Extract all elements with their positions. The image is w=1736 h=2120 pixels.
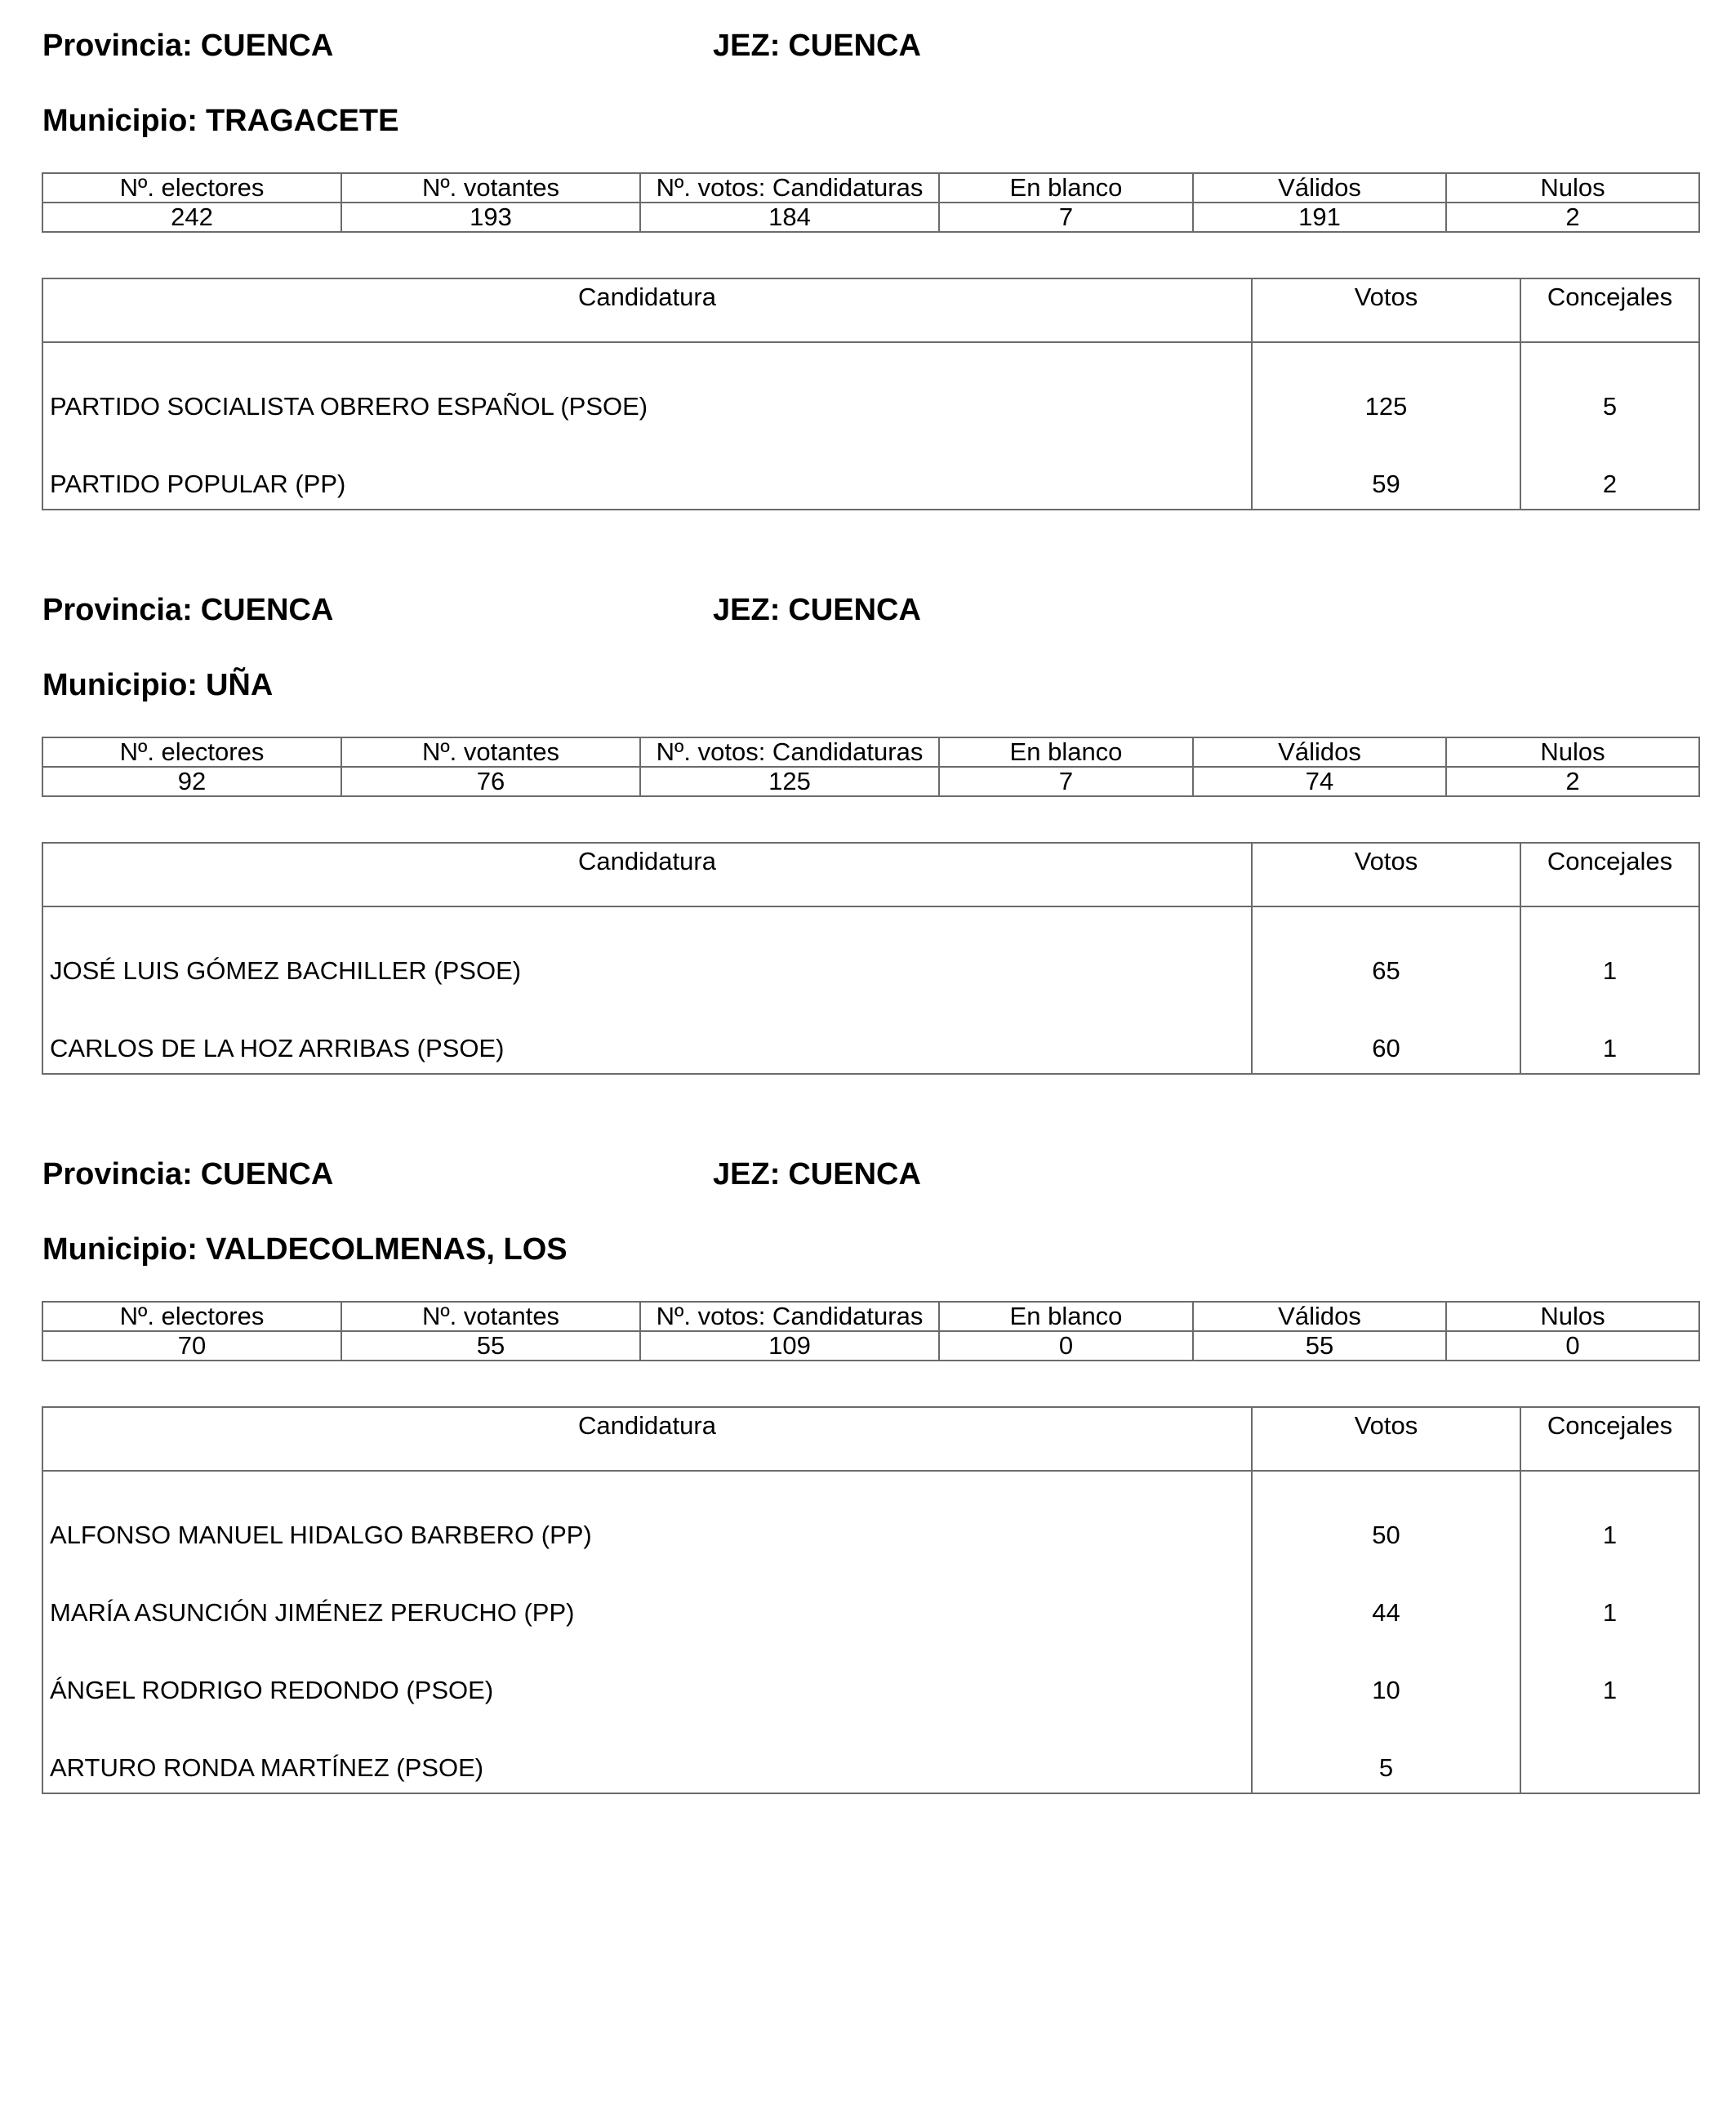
stats-votantes: 193 <box>341 203 640 232</box>
municipio-label: Municipio: <box>42 1232 198 1267</box>
stats-table <box>42 737 1700 797</box>
provincia-label: Provincia: <box>42 593 193 627</box>
stats-en-blanco: 0 <box>939 1331 1193 1361</box>
municipio-value: UÑA <box>205 668 274 702</box>
stats-header-votos-candidaturas: Nº. votos: Candidaturas <box>640 173 939 203</box>
jez-heading <box>713 28 921 64</box>
candidate-row <box>42 1715 1699 1793</box>
jez-label: JEZ: <box>713 593 781 627</box>
stats-votos-candidaturas: 184 <box>640 203 939 232</box>
stats-votantes: 55 <box>341 1331 640 1361</box>
candidate-concejales: 1 <box>1520 995 1699 1074</box>
votos-header: Votos <box>1252 1407 1520 1471</box>
candidate-votos: 125 <box>1252 342 1520 431</box>
stats-header-electores: Nº. electores <box>42 1302 341 1331</box>
stats-value-row <box>42 203 1699 232</box>
stats-electores: 242 <box>42 203 341 232</box>
provincia-value: CUENCA <box>200 1157 334 1191</box>
candidate-name: PARTIDO SOCIALISTA OBRERO ESPAÑOL (PSOE) <box>42 342 1252 431</box>
stats-header-validos: Válidos <box>1193 173 1446 203</box>
candidatura-header: Candidatura <box>42 1407 1252 1471</box>
candidate-concejales: 1 <box>1520 1637 1699 1715</box>
jez-value: CUENCA <box>788 1157 921 1191</box>
stats-nulos: 0 <box>1446 1331 1699 1361</box>
candidate-name: ÁNGEL RODRIGO REDONDO (PSOE) <box>42 1637 1252 1715</box>
municipio-heading <box>42 103 398 139</box>
stats-value-row <box>42 1331 1699 1361</box>
candidates-table <box>42 278 1700 510</box>
stats-header-row <box>42 1302 1699 1331</box>
candidate-votos: 50 <box>1252 1471 1520 1560</box>
candidate-concejales: 1 <box>1520 1471 1699 1560</box>
candidate-name: JOSÉ LUIS GÓMEZ BACHILLER (PSOE) <box>42 906 1252 995</box>
stats-validos: 55 <box>1193 1331 1446 1361</box>
municipio-label: Municipio: <box>42 104 198 138</box>
jez-label: JEZ: <box>713 29 781 63</box>
concejales-header: Concejales <box>1520 843 1699 906</box>
candidate-votos: 59 <box>1252 431 1520 510</box>
candidate-votos: 60 <box>1252 995 1520 1074</box>
candidate-row <box>42 1471 1699 1560</box>
jez-label: JEZ: <box>713 1157 781 1191</box>
candidate-name: MARÍA ASUNCIÓN JIMÉNEZ PERUCHO (PP) <box>42 1560 1252 1637</box>
candidate-row <box>42 342 1699 431</box>
stats-validos: 74 <box>1193 767 1446 796</box>
candidate-votos: 44 <box>1252 1560 1520 1637</box>
candidatura-header: Candidatura <box>42 278 1252 342</box>
candidate-concejales: 2 <box>1520 431 1699 510</box>
provincia-heading <box>42 1156 333 1192</box>
provincia-label: Provincia: <box>42 29 193 63</box>
stats-header-electores: Nº. electores <box>42 737 341 767</box>
candidates-table <box>42 1406 1700 1794</box>
stats-header-row <box>42 737 1699 767</box>
candidate-concejales: 5 <box>1520 342 1699 431</box>
candidate-row <box>42 431 1699 510</box>
candidates-header-row <box>42 1407 1699 1471</box>
candidate-name: CARLOS DE LA HOZ ARRIBAS (PSOE) <box>42 995 1252 1074</box>
stats-nulos: 2 <box>1446 767 1699 796</box>
stats-nulos: 2 <box>1446 203 1699 232</box>
concejales-header: Concejales <box>1520 1407 1699 1471</box>
concejales-header: Concejales <box>1520 278 1699 342</box>
stats-header-nulos: Nulos <box>1446 1302 1699 1331</box>
stats-value-row <box>42 767 1699 796</box>
stats-header-nulos: Nulos <box>1446 173 1699 203</box>
provincia-value: CUENCA <box>200 593 334 627</box>
stats-electores: 92 <box>42 767 341 796</box>
stats-validos: 191 <box>1193 203 1446 232</box>
candidate-row <box>42 906 1699 995</box>
candidate-votos: 5 <box>1252 1715 1520 1793</box>
candidate-name: ARTURO RONDA MARTÍNEZ (PSOE) <box>42 1715 1252 1793</box>
candidates-header-row <box>42 278 1699 342</box>
municipio-value: TRAGACETE <box>205 104 399 138</box>
stats-header-validos: Válidos <box>1193 737 1446 767</box>
candidate-votos: 65 <box>1252 906 1520 995</box>
candidate-row <box>42 1637 1699 1715</box>
candidate-votos: 10 <box>1252 1637 1520 1715</box>
votos-header: Votos <box>1252 278 1520 342</box>
stats-header-votos-candidaturas: Nº. votos: Candidaturas <box>640 1302 939 1331</box>
stats-header-nulos: Nulos <box>1446 737 1699 767</box>
jez-value: CUENCA <box>788 593 921 627</box>
provincia-label: Provincia: <box>42 1157 193 1191</box>
stats-header-votos-candidaturas: Nº. votos: Candidaturas <box>640 737 939 767</box>
stats-header-en-blanco: En blanco <box>939 173 1193 203</box>
stats-votantes: 76 <box>341 767 640 796</box>
municipio-heading <box>42 667 273 703</box>
stats-votos-candidaturas: 109 <box>640 1331 939 1361</box>
provincia-heading <box>42 28 333 64</box>
stats-en-blanco: 7 <box>939 203 1193 232</box>
provincia-value: CUENCA <box>200 29 334 63</box>
candidates-header-row <box>42 843 1699 906</box>
stats-en-blanco: 7 <box>939 767 1193 796</box>
candidate-name: PARTIDO POPULAR (PP) <box>42 431 1252 510</box>
candidate-concejales: 1 <box>1520 906 1699 995</box>
votos-header: Votos <box>1252 843 1520 906</box>
candidate-row <box>42 995 1699 1074</box>
candidate-concejales <box>1520 1715 1699 1793</box>
municipio-value: VALDECOLMENAS, LOS <box>205 1232 568 1267</box>
provincia-heading <box>42 592 333 628</box>
stats-header-row <box>42 173 1699 203</box>
stats-header-electores: Nº. electores <box>42 173 341 203</box>
candidate-concejales: 1 <box>1520 1560 1699 1637</box>
stats-votos-candidaturas: 125 <box>640 767 939 796</box>
jez-heading <box>713 1156 921 1192</box>
stats-header-votantes: Nº. votantes <box>341 173 640 203</box>
stats-table <box>42 1301 1700 1361</box>
stats-electores: 70 <box>42 1331 341 1361</box>
stats-header-votantes: Nº. votantes <box>341 1302 640 1331</box>
jez-heading <box>713 592 921 628</box>
candidate-name: ALFONSO MANUEL HIDALGO BARBERO (PP) <box>42 1471 1252 1560</box>
candidates-table <box>42 842 1700 1075</box>
stats-header-validos: Válidos <box>1193 1302 1446 1331</box>
municipio-label: Municipio: <box>42 668 198 702</box>
candidatura-header: Candidatura <box>42 843 1252 906</box>
stats-table <box>42 172 1700 233</box>
municipio-heading <box>42 1231 568 1267</box>
jez-value: CUENCA <box>788 29 921 63</box>
stats-header-votantes: Nº. votantes <box>341 737 640 767</box>
candidate-row <box>42 1560 1699 1637</box>
stats-header-en-blanco: En blanco <box>939 737 1193 767</box>
stats-header-en-blanco: En blanco <box>939 1302 1193 1331</box>
